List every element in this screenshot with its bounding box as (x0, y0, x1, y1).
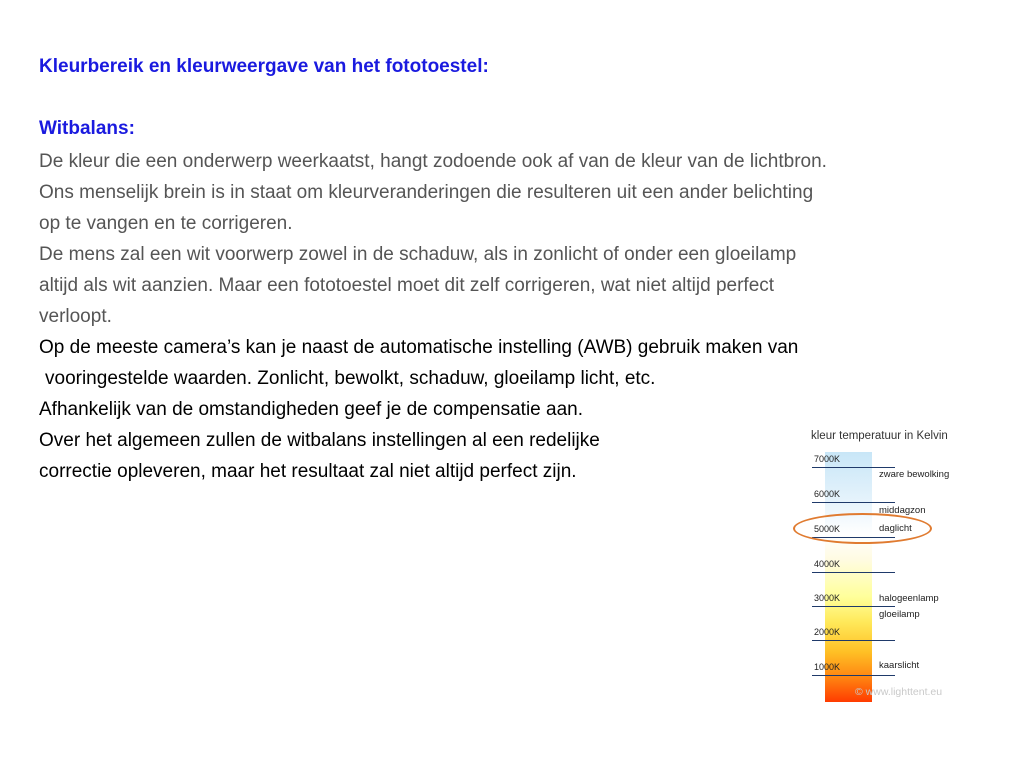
scale-tick (812, 572, 895, 573)
text-line: Ons menselijk brein is in staat om kleurveranderingen die resulteren uit een ander belichting (39, 182, 814, 203)
label-halogeenlamp: halogeenlamp (879, 593, 939, 604)
text-line: De kleur die een onderwerp weerkaatst, hangt zodoende ook af van de kleur van de lichtbron. (39, 151, 827, 172)
scale-label-6000k: 6000K (814, 489, 841, 499)
scale-label-7000k: 7000K (814, 454, 841, 464)
scale-label-2000k: 2000K (814, 627, 841, 637)
text-line: op te vangen en te corrigeren. (39, 213, 293, 234)
scale-tick (812, 640, 895, 641)
slide-title: Kleurbereik en kleurweergave van het fototoestel: (39, 56, 489, 77)
scale-label-4000k: 4000K (814, 559, 841, 569)
label-daglicht: daglicht (879, 523, 912, 534)
section-heading: Witbalans: (39, 118, 135, 139)
kelvin-color-temperature-figure (795, 424, 995, 706)
scale-tick (812, 467, 895, 468)
text-line: altijd als wit aanzien. Maar een fototoestel moet dit zelf corrigeren, wat niet altijd perfect (39, 275, 775, 296)
text-line: vooringestelde waarden. Zonlicht, bewolkt, schaduw, gloeilamp licht, etc. (45, 368, 656, 389)
text-line: Afhankelijk van de omstandigheden geef je de compensatie aan. (39, 399, 583, 420)
figure-title: kleur temperatuur in Kelvin (811, 430, 948, 442)
text-line: correctie opleveren, maar het resultaat zal niet altijd perfect zijn. (39, 461, 577, 482)
daylight-highlight-ellipse (793, 513, 932, 544)
text-line: Op de meeste camera’s kan je naast de automatische instelling (AWB) gebruik maken van (39, 337, 799, 358)
text-line: De mens zal een wit voorwerp zowel in de schaduw, als in zonlicht of onder een gloeilamp (39, 244, 797, 265)
scale-label-3000k: 3000K (814, 593, 841, 603)
text-line: verloopt. (39, 306, 112, 327)
label-gloeilamp: gloeilamp (879, 609, 920, 620)
scale-label-5000k: 5000K (814, 524, 841, 534)
scale-tick (812, 675, 895, 676)
scale-label-1000k: 1000K (814, 662, 841, 672)
label-zware-bewolking: zware bewolking (879, 469, 950, 480)
label-middagzon: middagzon (879, 505, 926, 516)
watermark: © www.lighttent.eu (855, 686, 943, 698)
label-kaarslicht: kaarslicht (879, 660, 920, 671)
scale-tick (812, 606, 895, 607)
scale-tick (812, 502, 895, 503)
text-line: Over het algemeen zullen de witbalans instellingen al een redelijke (39, 430, 600, 451)
